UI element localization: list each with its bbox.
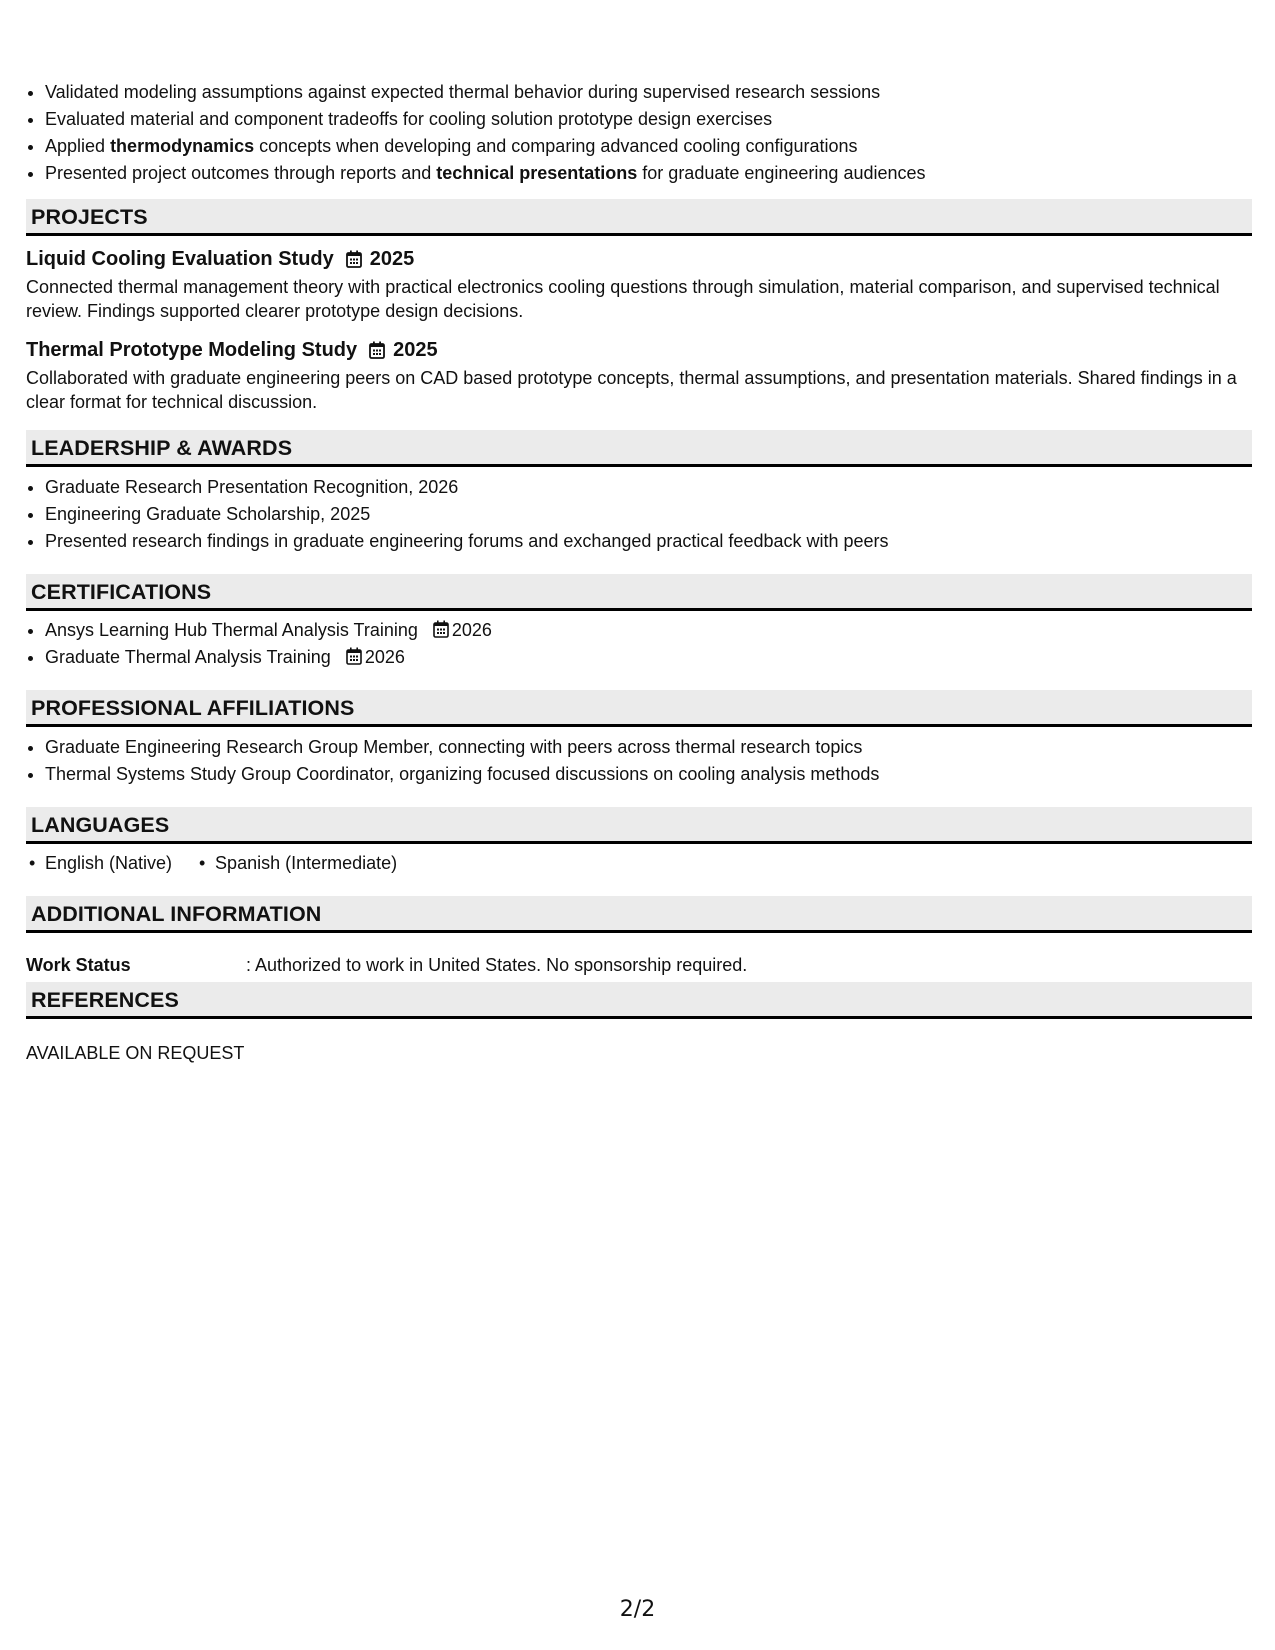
section-title: REFERENCES: [31, 988, 179, 1012]
references-section-header: [26, 982, 1252, 1019]
experience-bullet-list: [26, 79, 1271, 187]
affiliations-section-header: [26, 690, 1252, 727]
list-item: • Engineering Graduate Scholarship, 2025: [45, 501, 1271, 528]
language-item: • English (Native): [26, 850, 172, 877]
certification-name: Ansys Learning Hub Thermal Analysis Training: [45, 620, 418, 640]
section-title: ADDITIONAL INFORMATION: [31, 902, 322, 926]
certification-year: 2026: [364, 647, 405, 667]
calendar-icon: [346, 250, 362, 268]
certification-year: 2026: [451, 620, 492, 640]
affiliations-list: [26, 734, 1271, 788]
languages-section-header: [26, 807, 1252, 844]
calendar-icon: [433, 620, 449, 638]
calendar-icon: [346, 647, 362, 665]
certifications-section-header: [26, 574, 1252, 611]
project-title-row: [26, 247, 414, 271]
section-title: LEADERSHIP & AWARDS: [31, 436, 293, 460]
additional-info-section-header: [26, 896, 1252, 933]
project-year: 2025: [369, 248, 415, 270]
project-title: Liquid Cooling Evaluation Study: [26, 248, 334, 270]
work-status-label: Work Status: [26, 955, 131, 975]
leadership-list: [26, 474, 1271, 555]
project-title-row: [26, 338, 438, 362]
calendar-icon: [369, 341, 385, 359]
work-status-row: [26, 953, 747, 977]
references-text: AVAILABLE ON REQUEST: [26, 1043, 245, 1063]
leadership-section-header: [26, 430, 1252, 467]
certifications-list: [26, 617, 1271, 671]
section-title: LANGUAGES: [31, 813, 170, 837]
section-title: PROFESSIONAL AFFILIATIONS: [31, 696, 355, 720]
projects-section-header: [26, 199, 1252, 236]
project-title: Thermal Prototype Modeling Study: [26, 339, 358, 361]
list-item: • Thermal Systems Study Group Coordinator, organizing focused discussions on cooling analysis methods: [45, 761, 1271, 788]
list-item: • Presented research findings in graduate engineering forums and exchanged practical feedback with peers: [45, 528, 1271, 555]
experience-bullet: • Presented project outcomes through reports and technical presentations for graduate engineering audiences: [45, 160, 1271, 187]
project-description: Connected thermal management theory with practical electronics cooling questions through simulation, material comparison, and supervised technical review. Findings supported clearer prototype design decisions.: [26, 277, 1220, 321]
certification-item: [45, 644, 1271, 671]
experience-bullet: • Evaluated material and component tradeoffs for cooling solution prototype design exercises: [45, 106, 1271, 133]
languages-list: [26, 850, 1252, 877]
experience-bullet: • Applied thermodynamics concepts when developing and comparing advanced cooling configurations: [45, 133, 1271, 160]
page-number: 2/2: [619, 1597, 656, 1622]
list-item: • Graduate Research Presentation Recognition, 2026: [45, 474, 1271, 501]
experience-bullet: • Validated modeling assumptions against expected thermal behavior during supervised research sessions: [45, 79, 1271, 106]
work-status-value: : Authorized to work in United States. No sponsorship required.: [246, 955, 748, 975]
certification-name: Graduate Thermal Analysis Training: [45, 647, 331, 667]
project-description: Collaborated with graduate engineering peers on CAD based prototype concepts, thermal assumptions, and presentation materials. Shared findings in a clear format for technical discussion.: [26, 368, 1237, 412]
section-title: CERTIFICATIONS: [31, 580, 212, 604]
language-item: • Spanish (Intermediate): [196, 850, 397, 877]
list-item: • Graduate Engineering Research Group Member, connecting with peers across thermal research topics: [45, 734, 1271, 761]
section-title: PROJECTS: [31, 205, 148, 229]
certification-item: [45, 617, 1271, 644]
project-year: 2025: [393, 339, 438, 361]
